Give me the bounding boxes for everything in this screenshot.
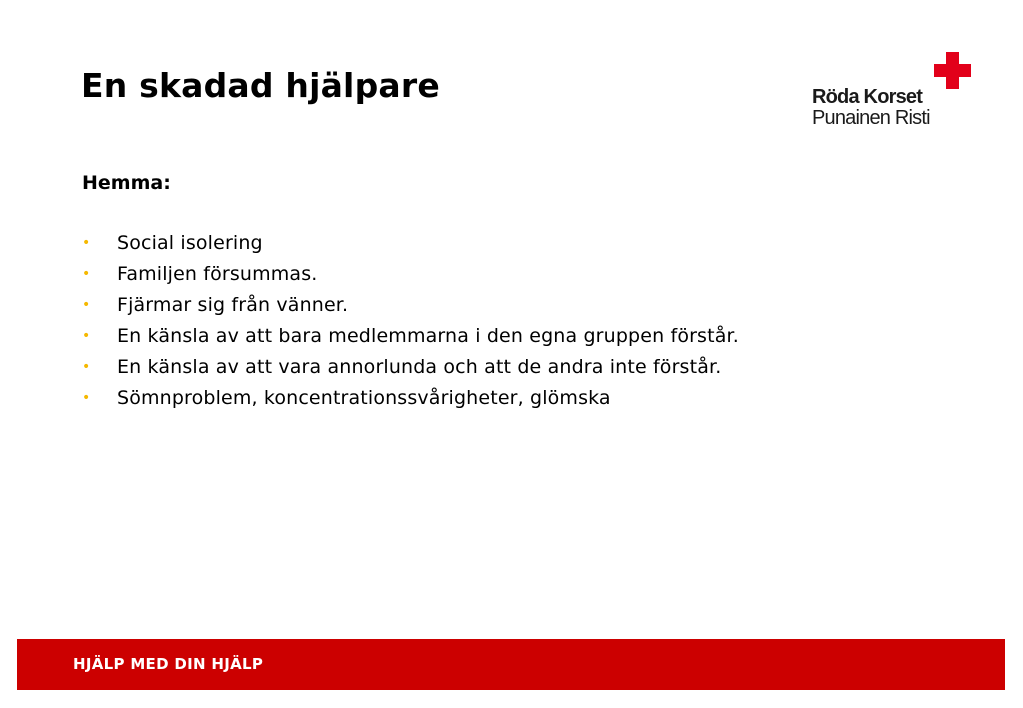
bullet-dot-icon: • [82,359,91,375]
red-cross-icon [934,52,971,89]
bullet-text: En känsla av att bara medlemmarna i den egna gruppen förstår. [117,325,739,347]
bullet-dot-icon: • [82,297,91,313]
bullet-text: Fjärmar sig från vänner. [117,294,349,316]
bullet-text: Social isolering [117,232,263,254]
bullet-text: Familjen försummas. [117,263,318,285]
bullet-text: En känsla av att vara annorlunda och att de andra inte förstår. [117,356,722,378]
footer-band [17,639,1005,690]
bullet-dot-icon: • [82,266,91,282]
slide-title: En skadad hjälpare [81,66,440,105]
bullet-dot-icon: • [82,328,91,344]
footer-tagline: HJÄLP MED DIN HJÄLP [73,655,264,673]
logo-text-swedish: Röda Korset [812,86,923,108]
red-cross-logo [810,50,980,132]
section-subheading: Hemma: [82,172,171,194]
bullet-dot-icon: • [82,390,91,406]
bullet-text: Sömnproblem, koncentrationssvårigheter, glömska [117,387,611,409]
bullet-dot-icon: • [82,235,91,251]
logo-text-finnish: Punainen Risti [812,107,930,129]
